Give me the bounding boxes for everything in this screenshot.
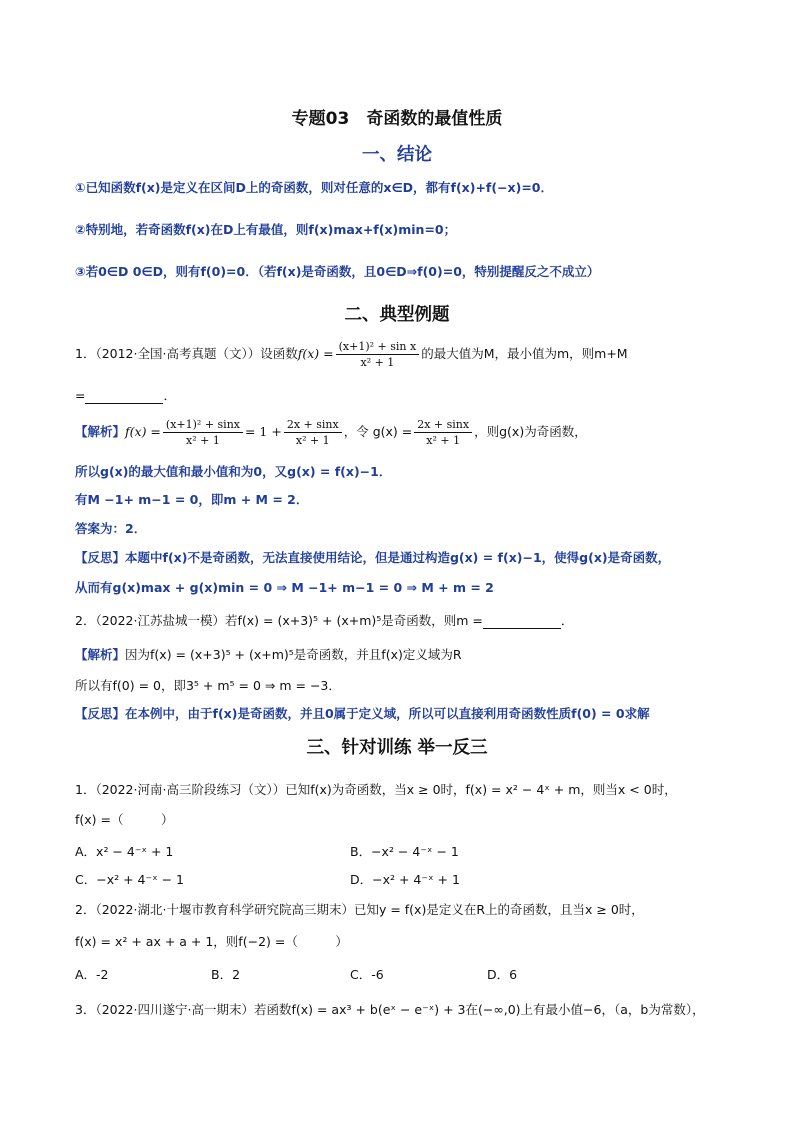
section-heading-conclusion: 一、结论	[362, 145, 432, 165]
solution-fraction-3-den: x² + 1	[426, 434, 461, 447]
example-1-stem-c: =	[75, 388, 86, 403]
example-2-solution-line-2: 所以有f(0) = 0，即3⁵ + m⁵ = 0 ⇒ m = −3．	[75, 678, 341, 693]
reflection-tag: 【反思】	[75, 550, 126, 565]
practice-2-option-b[interactable]: B．2	[211, 967, 241, 982]
practice-2-option-a[interactable]: A．-2	[75, 967, 109, 982]
practice-2-option-d[interactable]: D．6	[487, 967, 518, 982]
practice-1-option-b[interactable]: B．−x² − 4⁻ˣ − 1	[350, 844, 459, 859]
example-2-solution-text: 因为f(x) = (x+3)⁵ + (x+m)⁵是奇函数，并且f(x)定义域为R	[125, 647, 462, 662]
example-1-func: f(x) =	[297, 346, 334, 361]
solution-func: f(x) =	[125, 424, 161, 439]
example-1-solution-line-1	[75, 418, 587, 447]
example-1-solution-line-2: 所以g(x)的最大值和最小值和为0，又g(x) = f(x)−1．	[75, 464, 392, 479]
solution-tag: 【解析】	[75, 424, 126, 439]
conclusion-item-1: ①已知函数f(x)是定义在区间D上的奇函数，则对任意的x∈D，都有f(x)+f(−x)=0．	[75, 180, 554, 195]
reflection-tag-2: 【反思】	[75, 706, 126, 721]
example-1-reflection-line-1	[75, 548, 670, 566]
example-1-solution-line-3: 有M −1+ m−1 = 0，即m + M = 2．	[75, 492, 309, 507]
solution-g-odd: ，则g(x)为奇函数，	[474, 424, 587, 439]
practice-2-stem-b: f(x) = x² + ax + a + 1，则f(−2) =（ ）	[75, 934, 348, 949]
example-1-stem-b: 的最大值为M，最小值为m，则m+M	[421, 346, 628, 361]
page-title: 专题03 奇函数的最值性质	[291, 109, 503, 129]
solution-fraction-2-num: 2x + sinx	[284, 418, 342, 433]
example-1-blank-end: ．	[163, 388, 176, 403]
solution-fraction-2-den: x² + 1	[295, 434, 330, 447]
practice-3-stem-a: 3．（2022·四川遂宁·高一期末）若函数f(x) = ax³ + b(eˣ − e⁻ˣ) + 3在(−∞,0)上有最小值−6，（a，b为常数），	[75, 1002, 705, 1017]
example-1-stem-a: 1．（2012·全国·高考真题（文））设函数	[75, 346, 298, 361]
solution-fraction-1	[163, 418, 243, 447]
reflection-text-1: 本题中f(x)不是奇函数，无法直接使用结论，但是通过构造g(x) = f(x)−1，使得g(x)是奇函数，	[125, 550, 671, 565]
solution-fraction-3	[414, 418, 472, 447]
example-1-reflection-line-2: 从而有g(x)max + g(x)min = 0 ⇒ M −1+ m−1 = 0 ⇒ M + m = 2	[75, 580, 494, 595]
example-1-fraction	[336, 340, 420, 369]
solution-equals-one: = 1 +	[244, 424, 282, 439]
section-heading-practice: 三、针对训练 举一反三	[306, 738, 488, 758]
example-2-stem	[75, 611, 573, 629]
answer-blank[interactable]	[85, 388, 163, 404]
example-2-reflection	[75, 704, 650, 722]
example-1-fraction-num: (x+1)² + sin x	[336, 340, 420, 355]
section-heading-examples: 二、典型例题	[344, 305, 450, 325]
example-2-stem-text: 2．（2022·江苏盐城一模）若f(x) = (x+3)⁵ + (x+m)⁵是奇函数，则m =	[75, 613, 483, 628]
example-2-solution-line-1	[75, 645, 462, 663]
example-2-stem-end: ．	[560, 613, 574, 628]
practice-2-stem-a: 2．（2022·湖北·十堰市教育科学研究院高三期末）已知y = f(x)是定义在R上的奇函数，且当x ≥ 0时，	[75, 902, 644, 917]
solution-fraction-2	[284, 418, 342, 447]
solution-fraction-1-num: (x+1)² + sinx	[163, 418, 243, 433]
practice-1-option-a[interactable]: A．x² − 4⁻ˣ + 1	[75, 844, 174, 859]
solution-tag-2: 【解析】	[75, 647, 126, 662]
example-1-fraction-den: x² + 1	[360, 356, 395, 369]
practice-1-stem-b: f(x) =（ ）	[75, 812, 174, 827]
practice-1-option-d[interactable]: D．−x² + 4⁻ˣ + 1	[350, 872, 460, 887]
solution-fraction-3-num: 2x + sinx	[414, 418, 472, 433]
solution-let-g: ，令 g(x) =	[343, 424, 413, 439]
reflection-text-2: 在本例中，由于f(x)是奇函数，并且0属于定义域，所以可以直接利用奇函数性质f(0) = 0求解	[125, 706, 650, 721]
answer-blank-2[interactable]	[483, 613, 561, 629]
example-1-stem	[75, 340, 628, 369]
example-1-answer-line	[75, 386, 176, 404]
conclusion-item-2: ②特别地，若奇函数f(x)在D上有最值，则f(x)max+f(x)min=0；	[75, 222, 457, 237]
practice-1-option-c[interactable]: C．−x² + 4⁻ˣ − 1	[75, 872, 185, 887]
practice-1-stem-a: 1．（2022·河南·高三阶段练习（文））已知f(x)为奇函数，当x ≥ 0时，f(x) = x² − 4ˣ + m，则当x < 0时，	[75, 782, 677, 797]
solution-fraction-1-den: x² + 1	[186, 434, 220, 447]
example-1-answer: 答案为：2．	[75, 521, 147, 536]
conclusion-item-3: ③若0∈D 0∈D，则有f(0)=0．（若f(x)是奇函数，且0∈D⇒f(0)=0，特别提醒反之不成立）	[75, 264, 600, 279]
practice-2-option-c[interactable]: C．-6	[350, 967, 384, 982]
